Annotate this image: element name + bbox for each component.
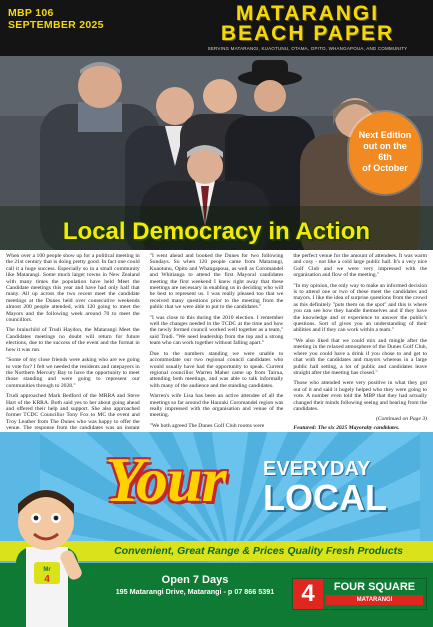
title-tagline: SERVING MATARANGI, KUAOTUNU, OTAMA, OPITO, WHANGAPOUA, AND COMMUNITY (207, 46, 408, 51)
logo-number: 4 (293, 579, 323, 609)
store-address: 195 Matarangi Drive, Matarangi - p 07 866 5391 (115, 587, 275, 596)
paragraph: Warren's wife Lisa has been an active attendee of all the meetings so far around the Hauraki Coromandel region was really impressed with the organisation and venue of the meeting. (149, 393, 284, 419)
four-square-advertisement[interactable] (0, 432, 433, 627)
paragraph: the perfect venue for the amount of attendees. It was warm and cosy - not like a cold large public hall. It's a very nice Golf Club and we were very impressed with the organisation and flow of the meeting." (293, 253, 428, 279)
article (6, 253, 428, 432)
badge-line-4: of October (362, 163, 408, 173)
paragraph: "In my opinion, the only way to make an informed decision is to attend one or two of these meet the candidates and mayors. I like the idea of surprise questions from the crowd as this definitely "puts them on the spot" and this is where you can see how they handle themselves and if they have the knowledge and or experience to answer the public's questions. Sort of gives you an understanding of their abilities and if they can work within a team." (293, 282, 428, 334)
four-square-logo (292, 578, 427, 610)
paragraph: When over a 100 people show up for a political meeting in the 21st century that is doing pretty good. In fact one could call it a huge success. Especially so in a small community like Matarangi. Some much larger towns in New Zealand with many times the population have held Meet the Candidate meetings this year and have had only half that many. All up across the two recent meet the candidate meetings at the Dunes held over consecutive weekends almost 200 people attended, with 120 going to meet the Mayors and the following week around 70 to meet the councillors. (6, 253, 140, 324)
continued-note: (Continued on Page 3) (375, 416, 428, 423)
article-column-2 (150, 253, 284, 428)
logo-name: FOUR SQUARE (333, 581, 416, 593)
paragraph: "I was close to this during the 2010 election. I remember well the changes needed in the TCDC at the time and how the newly formed council worked well together as a team," said Trudi. "We need leadership from the top and a strong team who can work together without falling apart." (149, 314, 284, 347)
paragraph: "We also liked that we could mix and mingle after the meeting in the relaxed atmosphere of the Dunes Golf Club, where you could have a drink if you chose to and get to chat with the candidates and mayors whereas in a large public hall setting, a lot of public and candidates leave straight after the meeting has closed." (293, 337, 428, 376)
masthead (0, 0, 433, 56)
title-line-2: BEACH PAPER (220, 22, 395, 45)
paragraph: Due to the numbers standing we were unable to accommodate our two regional council candidates who would usually have had the opportunity to speak. Current regional councillor Warren Maher came up from Tairua, attending both meetings, and was able to talk informally with many of the audience and the standing candidates. (149, 350, 284, 389)
issue-number: MBP 106 (8, 7, 54, 19)
paragraph: Those who attended were very positive in what they got out of it and said it hugely helped who they were going to vote. A number even told the MBP that they had actually changed their minds following seeing and hearing from the candidates. (293, 380, 428, 412)
svg-text:Mr: Mr (43, 567, 51, 573)
logo-location: MATARANGI (326, 595, 423, 605)
title-line-1: MATARANGI (235, 2, 380, 25)
ad-everyday: EVERYDAY (263, 458, 371, 480)
ad-tagline: Convenient, Great Range & Prices Quality Fresh Products (114, 545, 403, 557)
paragraph: Trudi approached Mark Bedford of the MRRA and Steve Hart of the KRRA. Both said yes to her about going ahead and offered their help and support. She also approached former TCDC Councillor Tony Fox to MC the event and Troy Leather from The Dunes who was happy to offer the venue. The response from the candidates was an instant (6, 393, 140, 432)
store-hours (90, 573, 300, 597)
badge-line-3: 6th (378, 152, 392, 162)
article-column-1 (6, 253, 140, 432)
headline: Local Democracy in Action (62, 218, 371, 245)
next-edition-badge (349, 112, 421, 194)
newspaper-title (190, 4, 425, 52)
open-days: Open 7 Days (161, 574, 229, 586)
ad-local: LOCAL (263, 477, 387, 518)
mr-four-mascot-icon (6, 452, 86, 627)
paragraph: The brainchild of Trudi Haydon, the Matarangi Meet the Candidates meetings no doubt will return for future elections, due to the success of the event and the format in how it was run. (6, 327, 140, 353)
badge-line-2: out on the (363, 141, 407, 151)
paragraph: "I went ahead and booked the Dunes for two following Sundays. So when 120 people came from Matarangi, Kuaotunu, Opito and Whangapoua, as well as Coromandel and Whitianga to attend the first Mayoral candidates meeting the first weekend I knew right away that these meetings are necessary in enabling us in deciding who will be best to represent us. I was really pleased too that we received many questions prior to the meeting from the public that we were able to put to the candidates." (149, 253, 284, 311)
badge-line-1: Next Edition (358, 130, 412, 140)
photo-caption: Featured: The six 2025 Mayoralty candidates. (293, 424, 400, 431)
article-column-3 (293, 253, 428, 431)
ad-your: Your (105, 444, 226, 515)
issue-date: SEPTEMBER 2025 (8, 19, 104, 31)
paragraph: "Some of my close friends were asking who are we going to vote for? I felt we needed the residents and ratepayers in the Northern Mercury Bay to have the opportunity to meet those standing and were going to represent our communities through to 2028." (6, 357, 140, 389)
issue-info (8, 7, 104, 31)
logo-text (323, 579, 426, 609)
svg-text:4: 4 (44, 574, 50, 585)
paragraph: "We both agreed The Dunes Golf Club rooms were (149, 422, 265, 429)
